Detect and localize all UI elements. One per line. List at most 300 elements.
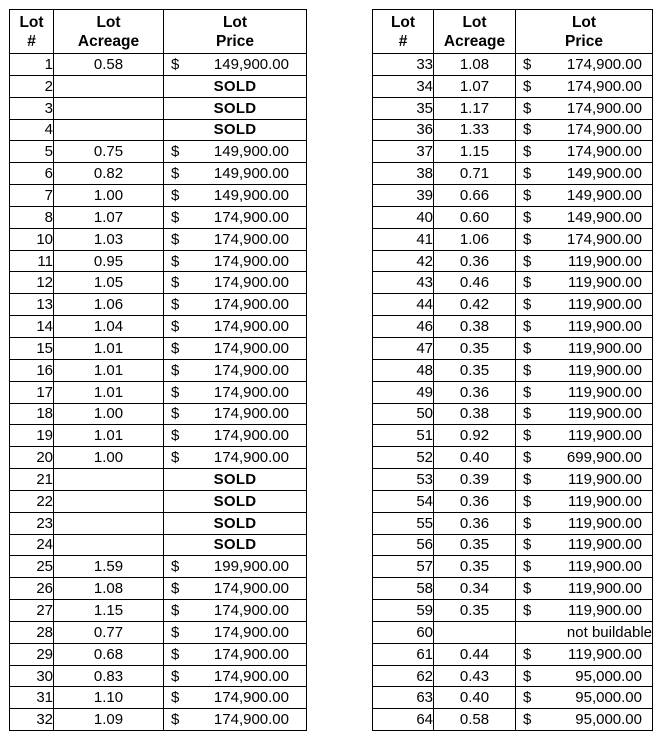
price-amount: 174,900.00	[213, 230, 289, 248]
price-cell	[516, 206, 653, 228]
table-row	[10, 403, 307, 425]
currency-symbol: $	[523, 427, 532, 445]
lot-number-cell: 49	[373, 381, 434, 403]
acreage-cell: 1.03	[54, 228, 164, 250]
price-cell	[164, 272, 307, 294]
table-row	[10, 337, 307, 359]
acreage-cell: 0.58	[434, 709, 516, 731]
table-row	[10, 75, 307, 97]
table-row	[373, 381, 653, 403]
price-amount: 174,900.00	[213, 274, 289, 292]
currency-symbol: $	[171, 339, 180, 357]
lot-number-cell: 39	[373, 185, 434, 207]
currency-symbol: $	[171, 296, 180, 314]
acreage-cell: 0.71	[434, 163, 516, 185]
acreage-cell: 1.01	[54, 337, 164, 359]
lot-number-cell: 16	[10, 359, 54, 381]
table-row	[10, 294, 307, 316]
lot-number-cell: 48	[373, 359, 434, 381]
acreage-cell: 0.82	[54, 163, 164, 185]
price-cell	[164, 250, 307, 272]
table-row	[10, 163, 307, 185]
lot-number-cell: 31	[10, 687, 54, 709]
acreage-cell: 0.58	[54, 54, 164, 76]
table-row	[373, 206, 653, 228]
acreage-cell: 0.77	[54, 621, 164, 643]
table-row	[10, 687, 307, 709]
currency-symbol: $	[171, 427, 180, 445]
price-note-cell: not buildable	[516, 621, 653, 643]
price-cell	[164, 316, 307, 338]
acreage-cell: 1.08	[54, 578, 164, 600]
lot-number-cell: 27	[10, 600, 54, 622]
currency-symbol: $	[523, 296, 532, 314]
currency-symbol: $	[523, 492, 532, 510]
acreage-cell	[54, 512, 164, 534]
table-row	[10, 381, 307, 403]
lot-number-cell: 41	[373, 228, 434, 250]
table-row	[373, 54, 653, 76]
price-cell	[516, 490, 653, 512]
acreage-cell: 1.00	[54, 403, 164, 425]
price-cell	[516, 512, 653, 534]
currency-symbol: $	[171, 165, 180, 183]
lot-number-cell: 64	[373, 709, 434, 731]
currency-symbol: $	[171, 186, 180, 204]
header-line: #	[398, 32, 408, 50]
lot-number-cell: 63	[373, 687, 434, 709]
price-cell	[164, 141, 307, 163]
acreage-cell	[54, 490, 164, 512]
acreage-cell: 1.09	[54, 709, 164, 731]
price-cell	[164, 621, 307, 643]
acreage-cell: 1.07	[54, 206, 164, 228]
currency-symbol: $	[523, 274, 532, 292]
price-amount: 174,900.00	[566, 121, 642, 139]
price-amount: 149,900.00	[213, 55, 289, 73]
acreage-cell	[54, 534, 164, 556]
price-amount: 95,000.00	[575, 667, 642, 685]
price-cell	[164, 294, 307, 316]
currency-symbol: $	[523, 602, 532, 620]
price-cell	[164, 54, 307, 76]
acreage-cell: 1.05	[54, 272, 164, 294]
price-cell	[164, 206, 307, 228]
currency-symbol: $	[523, 645, 532, 663]
price-amount: 95,000.00	[575, 689, 642, 707]
lot-number-cell: 23	[10, 512, 54, 534]
price-cell	[164, 709, 307, 731]
table-row	[10, 534, 307, 556]
price-amount: 119,900.00	[568, 339, 642, 357]
currency-symbol: $	[171, 143, 180, 161]
header-lot-number	[10, 10, 54, 54]
currency-symbol: $	[171, 208, 180, 226]
price-cell	[164, 600, 307, 622]
price-amount: 174,900.00	[213, 623, 289, 641]
acreage-cell: 1.17	[434, 97, 516, 119]
price-cell	[516, 294, 653, 316]
price-amount: 149,900.00	[566, 208, 642, 226]
lot-number-cell: 26	[10, 578, 54, 600]
lot-number-cell: 24	[10, 534, 54, 556]
price-cell	[516, 665, 653, 687]
table-header-row	[10, 10, 307, 54]
price-amount: 119,900.00	[568, 536, 642, 554]
currency-symbol: $	[171, 623, 180, 641]
acreage-cell: 1.06	[54, 294, 164, 316]
table-row	[10, 447, 307, 469]
lot-number-cell: 22	[10, 490, 54, 512]
lot-number-cell: 59	[373, 600, 434, 622]
currency-symbol: $	[523, 99, 532, 117]
lot-number-cell: 32	[10, 709, 54, 731]
acreage-cell: 0.35	[434, 359, 516, 381]
table-body	[10, 54, 307, 731]
price-amount: 149,900.00	[213, 186, 289, 204]
lot-number-cell: 5	[10, 141, 54, 163]
price-amount: 174,900.00	[213, 405, 289, 423]
price-cell	[516, 381, 653, 403]
acreage-cell: 0.35	[434, 534, 516, 556]
currency-symbol: $	[523, 514, 532, 532]
table-row	[373, 469, 653, 491]
acreage-cell: 1.15	[434, 141, 516, 163]
acreage-cell: 0.36	[434, 512, 516, 534]
table-row	[10, 556, 307, 578]
price-amount: 699,900.00	[566, 449, 642, 467]
price-amount: 119,900.00	[568, 427, 642, 445]
acreage-cell: 0.75	[54, 141, 164, 163]
lot-table-right	[372, 9, 653, 731]
table-row	[373, 665, 653, 687]
header-line: Lot	[19, 13, 44, 31]
price-amount: 119,900.00	[568, 361, 642, 379]
lot-number-cell: 1	[10, 54, 54, 76]
price-amount: 174,900.00	[213, 580, 289, 598]
price-amount: 174,900.00	[566, 77, 642, 95]
currency-symbol: $	[171, 449, 180, 467]
sold-status-cell: SOLD	[164, 75, 307, 97]
currency-symbol: $	[523, 361, 532, 379]
lot-number-cell: 57	[373, 556, 434, 578]
lot-number-cell: 20	[10, 447, 54, 469]
table-row	[373, 337, 653, 359]
header-line: Lot	[462, 13, 487, 31]
price-amount: 174,900.00	[566, 99, 642, 117]
header-price	[516, 10, 653, 54]
acreage-cell: 1.00	[54, 447, 164, 469]
table-row	[10, 643, 307, 665]
currency-symbol: $	[523, 689, 532, 707]
price-cell	[164, 556, 307, 578]
price-cell	[516, 534, 653, 556]
lot-number-cell: 55	[373, 512, 434, 534]
price-cell	[516, 119, 653, 141]
price-cell	[164, 185, 307, 207]
price-cell	[516, 337, 653, 359]
currency-symbol: $	[523, 230, 532, 248]
price-cell	[516, 97, 653, 119]
table-row	[10, 600, 307, 622]
price-amount: 149,900.00	[213, 143, 289, 161]
price-amount: 174,900.00	[566, 230, 642, 248]
price-cell	[516, 687, 653, 709]
price-cell	[516, 425, 653, 447]
acreage-cell: 0.36	[434, 250, 516, 272]
lot-number-cell: 58	[373, 578, 434, 600]
lot-number-cell: 37	[373, 141, 434, 163]
price-amount: 119,900.00	[568, 318, 642, 336]
price-cell	[516, 556, 653, 578]
lot-number-cell: 6	[10, 163, 54, 185]
lot-number-cell: 61	[373, 643, 434, 665]
header-line: Lot	[390, 13, 416, 31]
acreage-cell: 0.95	[54, 250, 164, 272]
table-row	[10, 185, 307, 207]
table-row	[373, 709, 653, 731]
lot-number-cell: 44	[373, 294, 434, 316]
currency-symbol: $	[171, 645, 180, 663]
price-amount: 174,900.00	[213, 602, 289, 620]
price-amount: 174,900.00	[566, 143, 642, 161]
sold-status-cell: SOLD	[164, 512, 307, 534]
price-cell	[516, 228, 653, 250]
acreage-cell: 1.06	[434, 228, 516, 250]
price-cell	[164, 403, 307, 425]
price-cell	[164, 425, 307, 447]
lot-number-cell: 60	[373, 621, 434, 643]
price-amount: 149,900.00	[213, 165, 289, 183]
price-amount: 174,900.00	[213, 667, 289, 685]
table-row	[373, 163, 653, 185]
acreage-cell: 0.35	[434, 337, 516, 359]
sold-status-cell: SOLD	[164, 97, 307, 119]
acreage-cell: 0.92	[434, 425, 516, 447]
price-amount: 119,900.00	[568, 558, 642, 576]
price-cell	[164, 643, 307, 665]
price-cell	[164, 163, 307, 185]
acreage-cell: 0.39	[434, 469, 516, 491]
table-row	[10, 469, 307, 491]
lot-number-cell: 11	[10, 250, 54, 272]
lot-number-cell: 42	[373, 250, 434, 272]
acreage-cell: 0.44	[434, 643, 516, 665]
acreage-cell	[54, 119, 164, 141]
table-row	[10, 272, 307, 294]
acreage-cell: 0.34	[434, 578, 516, 600]
price-cell	[164, 381, 307, 403]
table-row	[373, 75, 653, 97]
table-row	[373, 228, 653, 250]
table-row	[373, 687, 653, 709]
acreage-cell: 0.36	[434, 381, 516, 403]
acreage-cell: 0.40	[434, 447, 516, 469]
acreage-cell: 1.01	[54, 359, 164, 381]
price-cell	[164, 687, 307, 709]
acreage-cell	[54, 97, 164, 119]
price-amount: 174,900.00	[213, 711, 289, 729]
lot-number-cell: 56	[373, 534, 434, 556]
acreage-cell: 0.40	[434, 687, 516, 709]
acreage-cell: 0.68	[54, 643, 164, 665]
price-amount: 174,900.00	[213, 689, 289, 707]
table-row	[10, 490, 307, 512]
lot-number-cell: 21	[10, 469, 54, 491]
table-row	[10, 665, 307, 687]
price-cell	[516, 469, 653, 491]
acreage-cell	[54, 75, 164, 97]
price-amount: 174,900.00	[213, 296, 289, 314]
header-line: Price	[565, 32, 603, 50]
table-row	[373, 97, 653, 119]
header-line: Acreage	[443, 32, 506, 50]
lot-number-cell: 62	[373, 665, 434, 687]
price-amount: 119,900.00	[568, 580, 642, 598]
lot-number-cell: 2	[10, 75, 54, 97]
price-amount: 174,900.00	[213, 361, 289, 379]
currency-symbol: $	[171, 230, 180, 248]
lot-number-cell: 54	[373, 490, 434, 512]
price-amount: 119,900.00	[568, 252, 642, 270]
table-row	[373, 643, 653, 665]
table-row	[10, 359, 307, 381]
price-cell	[516, 359, 653, 381]
lot-number-cell: 47	[373, 337, 434, 359]
price-cell	[516, 709, 653, 731]
price-cell	[516, 250, 653, 272]
price-cell	[164, 337, 307, 359]
price-cell	[164, 578, 307, 600]
currency-symbol: $	[523, 383, 532, 401]
lot-number-cell: 43	[373, 272, 434, 294]
table-row	[10, 425, 307, 447]
header-price	[164, 10, 307, 54]
header-acreage	[434, 10, 516, 54]
lot-number-cell: 18	[10, 403, 54, 425]
price-cell	[516, 600, 653, 622]
price-cell	[516, 272, 653, 294]
table-row	[373, 556, 653, 578]
price-cell	[516, 54, 653, 76]
header-line: #	[27, 32, 36, 50]
lot-table-left	[9, 9, 307, 731]
table-row	[10, 141, 307, 163]
lot-number-cell: 4	[10, 119, 54, 141]
table-row	[373, 447, 653, 469]
table-row	[10, 709, 307, 731]
price-amount: 174,900.00	[213, 252, 289, 270]
price-cell	[516, 578, 653, 600]
price-amount: 119,900.00	[568, 405, 642, 423]
acreage-cell: 1.01	[54, 381, 164, 403]
price-amount: 119,900.00	[568, 492, 642, 510]
table-row	[373, 250, 653, 272]
acreage-cell: 0.83	[54, 665, 164, 687]
price-cell	[516, 316, 653, 338]
currency-symbol: $	[523, 55, 532, 73]
table-row	[373, 578, 653, 600]
currency-symbol: $	[523, 318, 532, 336]
lot-number-cell: 7	[10, 185, 54, 207]
table-row	[373, 141, 653, 163]
header-line: Lot	[222, 13, 248, 31]
price-amount: 174,900.00	[213, 449, 289, 467]
table-row	[10, 250, 307, 272]
currency-symbol: $	[523, 558, 532, 576]
acreage-cell: 0.35	[434, 556, 516, 578]
price-cell	[516, 141, 653, 163]
lot-number-cell: 15	[10, 337, 54, 359]
header-line: Lot	[96, 13, 121, 31]
lot-number-cell: 17	[10, 381, 54, 403]
lot-number-cell: 10	[10, 228, 54, 250]
sold-status-cell: SOLD	[164, 119, 307, 141]
table-row	[373, 272, 653, 294]
price-cell	[516, 163, 653, 185]
table-header-row	[373, 10, 653, 54]
currency-symbol: $	[523, 165, 532, 183]
currency-symbol: $	[171, 383, 180, 401]
table-row	[373, 119, 653, 141]
acreage-cell: 0.35	[434, 600, 516, 622]
currency-symbol: $	[171, 274, 180, 292]
lot-number-cell: 40	[373, 206, 434, 228]
acreage-cell: 0.36	[434, 490, 516, 512]
currency-symbol: $	[523, 252, 532, 270]
currency-symbol: $	[171, 689, 180, 707]
lot-number-cell: 52	[373, 447, 434, 469]
currency-symbol: $	[171, 667, 180, 685]
lot-number-cell: 25	[10, 556, 54, 578]
acreage-cell: 0.66	[434, 185, 516, 207]
price-cell	[164, 359, 307, 381]
sold-status-cell: SOLD	[164, 490, 307, 512]
lot-number-cell: 33	[373, 54, 434, 76]
lot-number-cell: 13	[10, 294, 54, 316]
currency-symbol: $	[523, 667, 532, 685]
table-row	[373, 600, 653, 622]
table-row	[10, 621, 307, 643]
price-amount: 174,900.00	[213, 427, 289, 445]
acreage-cell: 0.46	[434, 272, 516, 294]
currency-symbol: $	[171, 711, 180, 729]
currency-symbol: $	[171, 55, 180, 73]
currency-symbol: $	[523, 536, 532, 554]
lot-number-cell: 51	[373, 425, 434, 447]
acreage-cell: 1.33	[434, 119, 516, 141]
table-row	[373, 621, 653, 643]
lot-number-cell: 53	[373, 469, 434, 491]
price-cell	[164, 447, 307, 469]
table-row	[10, 97, 307, 119]
price-amount: 119,900.00	[568, 645, 642, 663]
lot-number-cell: 12	[10, 272, 54, 294]
header-line: Lot	[571, 13, 597, 31]
header-line: Price	[216, 32, 254, 50]
lot-number-cell: 50	[373, 403, 434, 425]
table-row	[10, 206, 307, 228]
acreage-cell: 1.59	[54, 556, 164, 578]
acreage-cell: 0.38	[434, 316, 516, 338]
currency-symbol: $	[523, 470, 532, 488]
currency-symbol: $	[523, 405, 532, 423]
table-row	[10, 578, 307, 600]
price-amount: 174,900.00	[213, 208, 289, 226]
price-cell	[516, 185, 653, 207]
price-amount: 119,900.00	[568, 470, 642, 488]
currency-symbol: $	[171, 361, 180, 379]
